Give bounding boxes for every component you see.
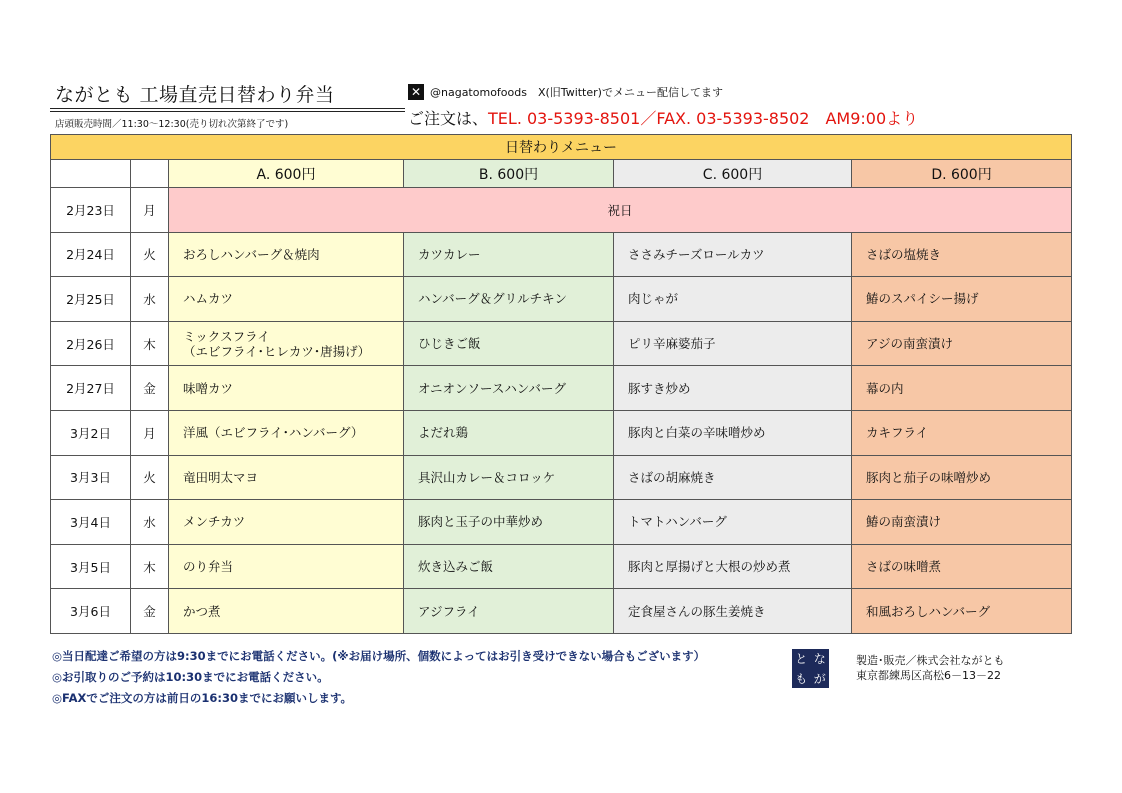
sales-hours: 店頭販売時間／11:30～12:30(売り切れ次第終了です) [55, 119, 289, 130]
menu-a: 洋風（エビフライ･ハンバーグ） [169, 410, 404, 455]
logo-char: も [795, 671, 808, 686]
table-row [51, 366, 1072, 411]
note-fax: ◎FAXでご注文の方は前日の16:30までにお願いします。 [52, 691, 353, 705]
row-dow: 火 [131, 232, 169, 277]
menu-b: 炊き込みご飯 [404, 544, 614, 589]
row-date: 3月2日 [51, 410, 131, 455]
menu-table [50, 134, 1072, 634]
menu-a: メンチカツ [169, 500, 404, 545]
menu-a: かつ煮 [169, 589, 404, 634]
table-row [51, 500, 1072, 545]
row-date: 3月4日 [51, 500, 131, 545]
row-dow: 水 [131, 500, 169, 545]
column-c-header: C. 600円 [614, 160, 852, 188]
menu-a-line2: （エビフライ･ヒレカツ･唐揚げ） [183, 343, 371, 359]
order-contact: TEL. 03-5393-8501／FAX. 03-5393-8502 AM9:00より [488, 109, 919, 128]
menu-b: ひじきご飯 [404, 321, 614, 366]
column-b-header: B. 600円 [404, 160, 614, 188]
table-row [51, 589, 1072, 634]
order-prefix: ご注文は、 [408, 109, 489, 128]
menu-a: 味噌カツ [169, 366, 404, 411]
table-row [51, 188, 1072, 233]
menu-d: さばの味噌煮 [852, 544, 1072, 589]
table-row [51, 232, 1072, 277]
logo-char: と [795, 652, 808, 667]
logo-char: が [813, 671, 826, 686]
menu-b: オニオンソースハンバーグ [404, 366, 614, 411]
menu-d: 豚肉と茄子の味噌炒め [852, 455, 1072, 500]
company-info [856, 653, 1005, 683]
menu-c: 肉じゃが [614, 277, 852, 322]
x-logo-icon: ✕ [408, 84, 424, 100]
header-blank-dow [131, 160, 169, 188]
company-logo [792, 649, 829, 688]
row-dow: 水 [131, 277, 169, 322]
menu-a-line1: ミックスフライ [183, 328, 270, 344]
row-date: 2月26日 [51, 321, 131, 366]
title-underline-2 [50, 111, 405, 112]
row-dow: 月 [131, 410, 169, 455]
menu-b: よだれ鶏 [404, 410, 614, 455]
column-d-header: D. 600円 [852, 160, 1072, 188]
menu-b: 具沢山カレー＆コロッケ [404, 455, 614, 500]
menu-c: ピリ辛麻婆茄子 [614, 321, 852, 366]
menu-title: 日替わりメニュー [51, 135, 1072, 160]
column-a-header: A. 600円 [169, 160, 404, 188]
row-date: 3月3日 [51, 455, 131, 500]
menu-c: 定食屋さんの豚生姜焼き [614, 589, 852, 634]
row-date: 2月24日 [51, 232, 131, 277]
row-date: 3月5日 [51, 544, 131, 589]
row-dow: 金 [131, 589, 169, 634]
row-dow: 木 [131, 544, 169, 589]
note-delivery: ◎当日配達ご希望の方は9:30までにお電話ください。(※お届け場所、個数によってはお引き受けできない場合もございます） [52, 649, 706, 663]
menu-c: 豚すき炒め [614, 366, 852, 411]
row-dow: 木 [131, 321, 169, 366]
table-row [51, 277, 1072, 322]
holiday-cell: 祝日 [169, 188, 1072, 233]
title-underline [50, 108, 405, 109]
notes [52, 646, 705, 709]
menu-d: 幕の内 [852, 366, 1072, 411]
logo-char: な [813, 652, 826, 667]
menu-a: ハムカツ [169, 277, 404, 322]
menu-d: アジの南蛮漬け [852, 321, 1072, 366]
row-dow: 金 [131, 366, 169, 411]
menu-c: ささみチーズロールカツ [614, 232, 852, 277]
table-row [51, 455, 1072, 500]
x-info [408, 84, 723, 100]
menu-c: さばの胡麻焼き [614, 455, 852, 500]
menu-b: 豚肉と玉子の中華炒め [404, 500, 614, 545]
menu-a: のり弁当 [169, 544, 404, 589]
company-name: 製造･販売／株式会社ながとも [856, 654, 1005, 667]
row-dow: 火 [131, 455, 169, 500]
menu-a: おろしハンバーグ＆焼肉 [169, 232, 404, 277]
table-row [51, 410, 1072, 455]
menu-a: 竜田明太マヨ [169, 455, 404, 500]
menu-d: 鰆の南蛮漬け [852, 500, 1072, 545]
menu-b: カツカレー [404, 232, 614, 277]
menu-a [169, 321, 404, 366]
menu-c: 豚肉と白菜の辛味噌炒め [614, 410, 852, 455]
row-date: 2月25日 [51, 277, 131, 322]
order-info [408, 106, 918, 129]
menu-d: さばの塩焼き [852, 232, 1072, 277]
menu-b: ハンバーグ＆グリルチキン [404, 277, 614, 322]
x-handle: @nagatomofoods X(旧Twitter)でメニュー配信してます [430, 86, 723, 99]
row-date: 2月27日 [51, 366, 131, 411]
note-pickup: ◎お引取りのご予約は10:30までにお電話ください。 [52, 670, 329, 684]
menu-d: 鰆のスパイシー揚げ [852, 277, 1072, 322]
row-dow: 月 [131, 188, 169, 233]
company-address: 東京都練馬区高松6－13－22 [856, 669, 1001, 682]
table-row [51, 321, 1072, 366]
table-row [51, 544, 1072, 589]
page-title: ながとも 工場直売日替わり弁当 [55, 84, 335, 106]
header-blank-date [51, 160, 131, 188]
menu-b: アジフライ [404, 589, 614, 634]
menu-d: カキフライ [852, 410, 1072, 455]
row-date: 3月6日 [51, 589, 131, 634]
menu-d: 和風おろしハンバーグ [852, 589, 1072, 634]
menu-c: トマトハンバーグ [614, 500, 852, 545]
row-date: 2月23日 [51, 188, 131, 233]
menu-c: 豚肉と厚揚げと大根の炒め煮 [614, 544, 852, 589]
